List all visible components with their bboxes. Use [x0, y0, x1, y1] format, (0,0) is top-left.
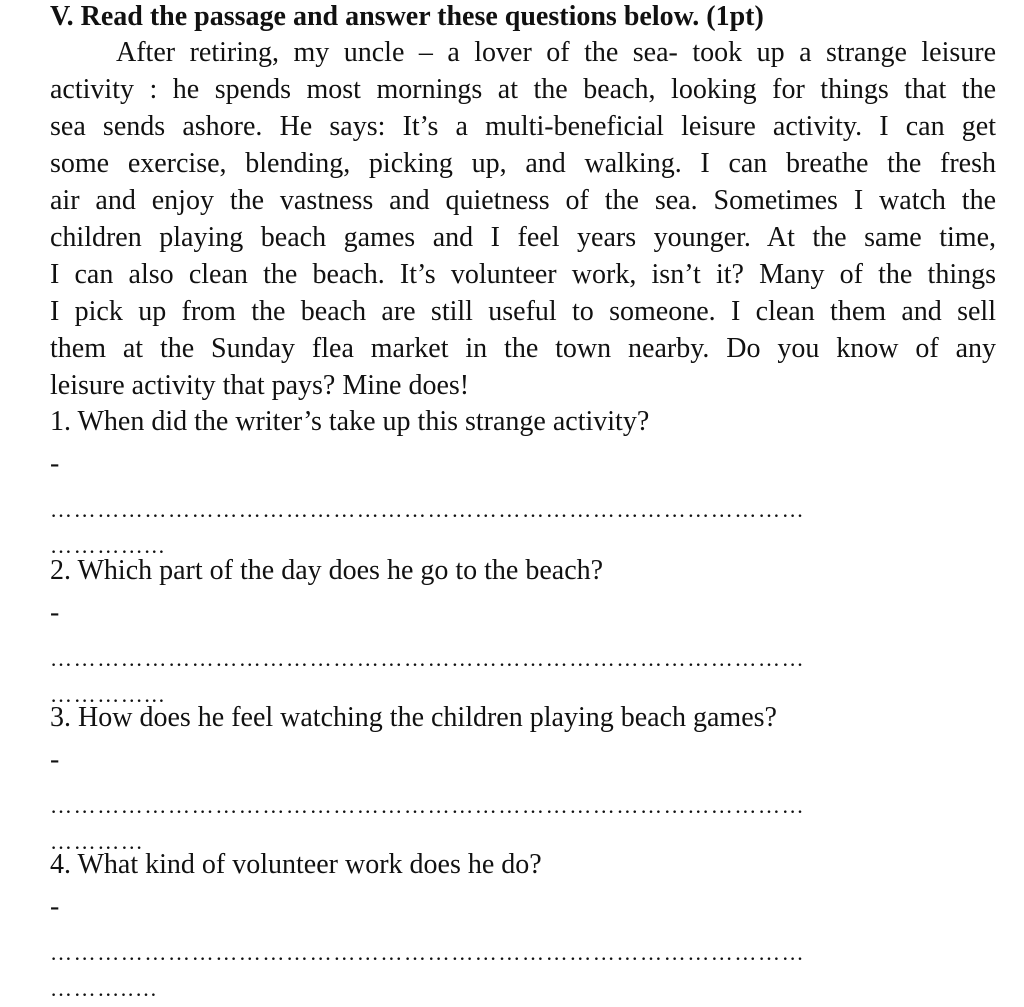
answer-dash: - — [50, 448, 60, 479]
answer-line-tail: …………... — [50, 533, 166, 558]
answer-line[interactable]: …………………………………………………………………………………… — [50, 648, 806, 670]
answer-line[interactable]: …………………………………………………………………………………… — [50, 499, 806, 521]
question-text: 1. When did the writer’s take up this strange activity? — [50, 406, 650, 437]
passage-line: I pick up from the beach are still useful to someone. I clean them and sell — [50, 296, 996, 327]
passage-line: some exercise, blending, picking up, and walking. I can breathe the fresh — [50, 148, 996, 179]
passage-line: children playing beach games and I feel years younger. At the same time, — [50, 222, 996, 253]
passage-line: them at the Sunday flea market in the town nearby. Do you know of any — [50, 333, 996, 364]
answer-line[interactable]: …………………………………………………………………………………… — [50, 795, 806, 817]
question-2 — [50, 554, 996, 706]
answer-dash: - — [50, 891, 60, 922]
answer-line-tail: ………..… — [50, 976, 159, 1001]
answer-dash: - — [50, 597, 60, 628]
exercise-heading: V. Read the passage and answer these questions below. (1pt) — [50, 1, 764, 32]
passage-line: activity : he spends most mornings at the beach, looking for things that the — [50, 74, 996, 105]
passage-line: air and enjoy the vastness and quietness of the sea. Sometimes I watch the — [50, 185, 996, 216]
question-text: 4. What kind of volunteer work does he do? — [50, 849, 542, 880]
question-text: 3. How does he feel watching the children playing beach games? — [50, 702, 777, 733]
question-text: 2. Which part of the day does he go to the beach? — [50, 555, 604, 586]
question-4 — [50, 848, 996, 1000]
passage-line: After retiring, my uncle – a lover of the sea- took up a strange leisure — [116, 37, 996, 68]
passage-line: sea sends ashore. He says: It’s a multi-beneficial leisure activity. I can get — [50, 111, 996, 142]
question-3 — [50, 701, 996, 853]
answer-line-tail: ………… — [50, 829, 145, 854]
question-1 — [50, 405, 996, 557]
reading-passage — [50, 34, 996, 404]
passage-line: leisure activity that pays? Mine does! — [50, 370, 470, 401]
answer-line[interactable]: …………………………………………………………………………………… — [50, 942, 806, 964]
passage-line: I can also clean the beach. It’s volunteer work, isn’t it? Many of the things — [50, 259, 996, 290]
answer-dash: - — [50, 744, 60, 775]
answer-line-tail: …………... — [50, 682, 166, 707]
